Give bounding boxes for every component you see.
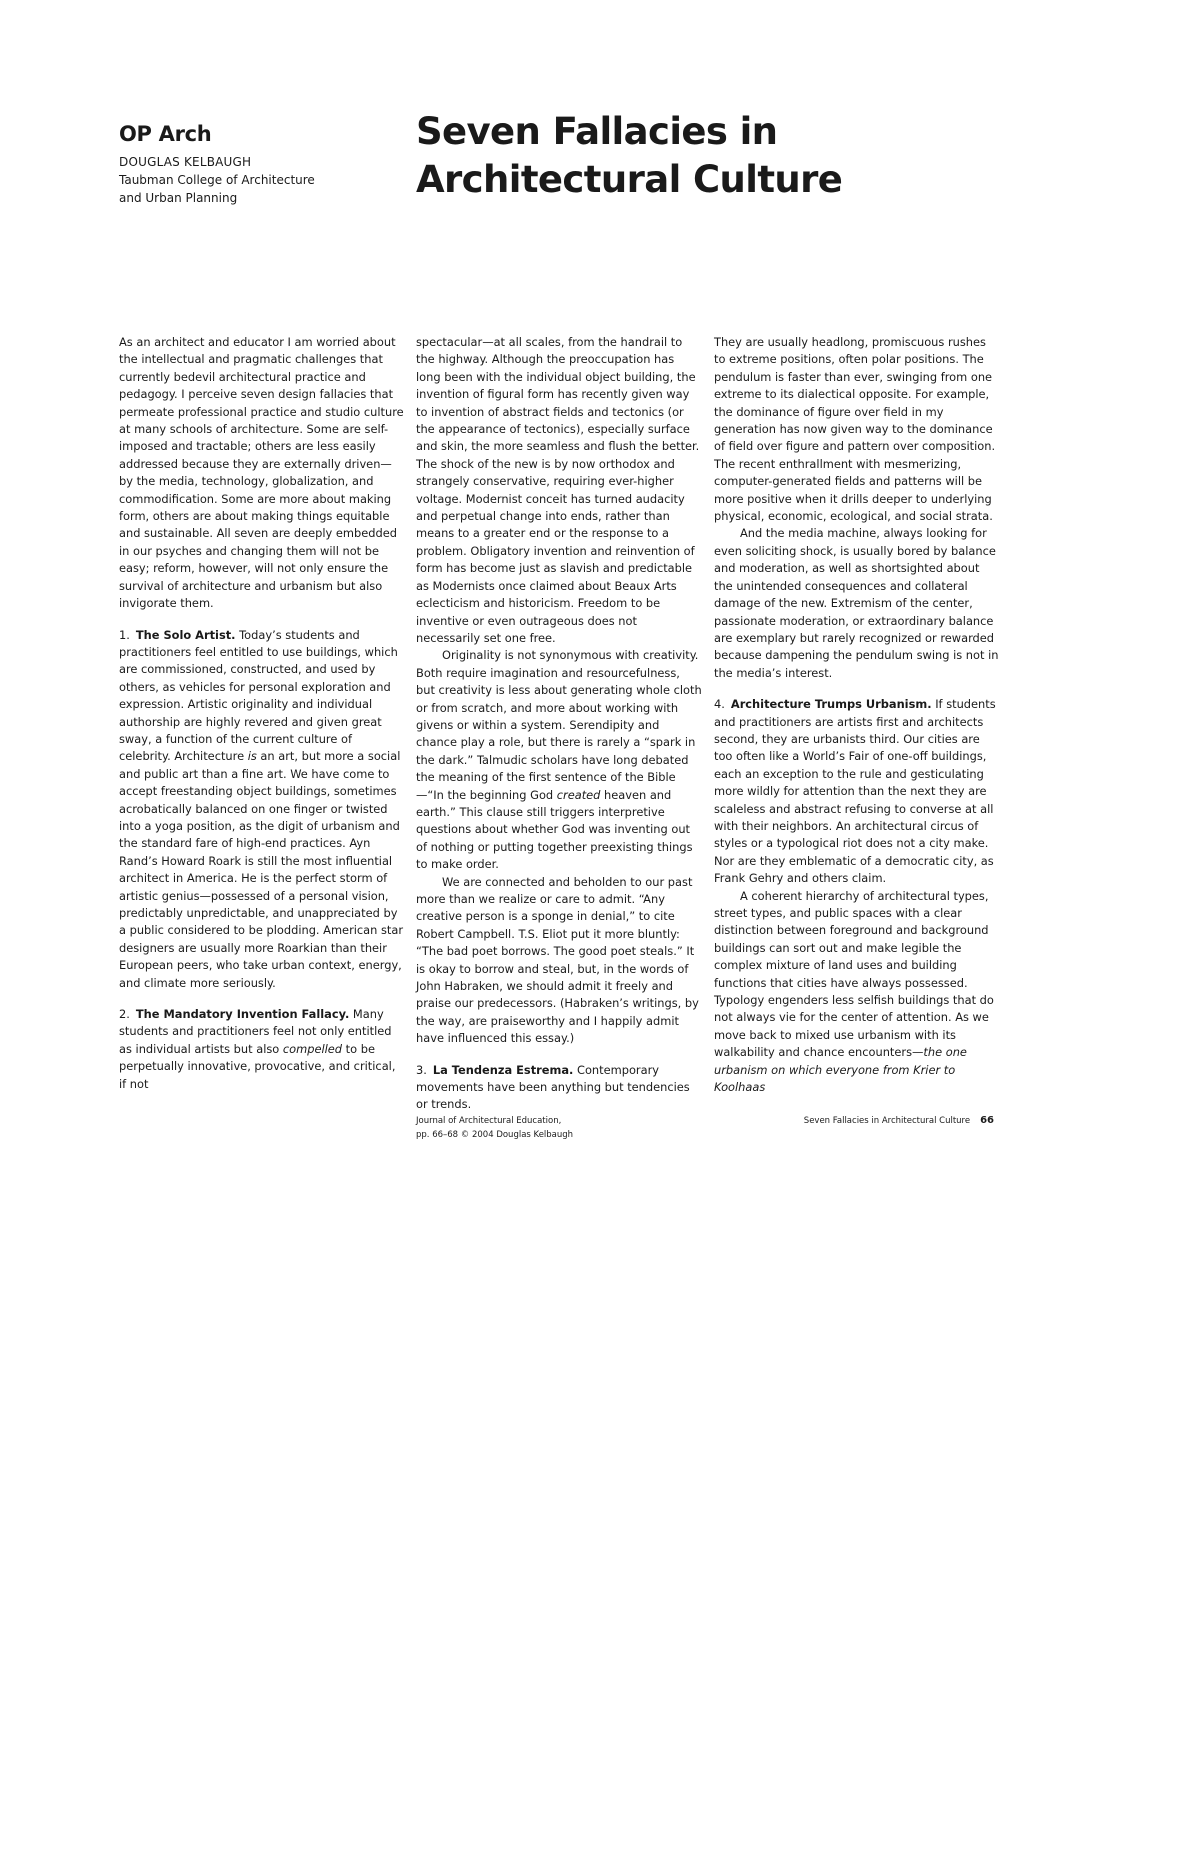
section-4-paragraph: [714, 696, 1000, 887]
paragraph: And the media machine, always looking for even soliciting shock, is usually bored by balance and moderation, as well as shortsighted about the unintended consequences and collateral damage of the new. Extremism of the center, passionate moderation, or extraordinary balance are exemplary but rarely recognized or rewarded because dampening the pendulum swing is not in the media’s interest.: [714, 526, 999, 680]
article-title: [416, 108, 936, 204]
paragraph: [714, 888, 1000, 1097]
affiliation-line-1: Taubman College of Architecture: [119, 173, 315, 187]
journal-citation: [416, 1114, 676, 1142]
paragraph: They are usually headlong, promiscuous rushes to extreme positions, often polar positions. The pendulum is faster than ever, swinging from one extreme to its dialectical opposite. For example, the dominance of figure over field in my generation has now given way to the dominance of field over figure and pattern over composition. The recent enthrallment with mesmerizing, computer-generated fields and patterns will be more positive when it drills deeper to underlying physical, economic, ecological, and social strata.: [714, 335, 996, 524]
text-column-2: [416, 334, 702, 1114]
running-footer: [700, 1114, 994, 1128]
section-heading: The Mandatory Invention Fallacy.: [135, 1007, 350, 1022]
section-label: OP Arch: [119, 122, 212, 146]
intro-paragraph: As an architect and educator I am worried about the intellectual and pragmatic challenges that currently bedevil architectural practice and pedagogy. I perceive seven design fallacies that permeate professional practice and studio culture at many schools of architecture. Some are self-imposed and tractable; others are less easily addressed because they are externally driven—by the media, technology, globalization, and commodification. Some are more about making form, others are about making things equitable and sustainable. All seven are deeply embedded in our psyches and changing them will not be easy; reform, however, will not only ensure the survival of architecture and urbanism but also invigorate them.: [119, 335, 404, 611]
emphasis-text: the one urbanism on which everyone from Krier to Koolhaas: [714, 1045, 967, 1095]
section-heading: La Tendenza Estrema.: [432, 1062, 574, 1077]
author-affiliation: [119, 171, 339, 207]
affiliation-line-2: and Urban Planning: [119, 191, 238, 205]
page-number: 66: [980, 1115, 994, 1126]
text-column-3: [714, 334, 1000, 1096]
emphasis-text: compelled: [282, 1041, 343, 1056]
paragraph-text: A coherent hierarchy of architectural types, street types, and public spaces with a clear distinction between foreground and background buildings can sort out and make legible the complex mixture of land uses and building functions that cities have always possessed. Typology engenders less selfish buildings that do not always vie for the center of attention. As we move back to mixed use urbanism with its walkability and chance encounters—: [714, 888, 994, 1060]
title-line-2: Architectural Culture: [416, 158, 843, 201]
paragraph: We are connected and beholden to our past more than we realize or care to admit. “Any creative person is a sponge in denial,” to cite Robert Campbell. T.S. Eliot put it more bluntly: “The bad poet borrows. The good poet steals.” It is okay to borrow and steal, but, in the words of John Habraken, we should admit it freely and praise our predecessors. (Habraken’s writings, by the way, are praiseworthy and I happily admit have influenced this essay.): [416, 874, 699, 1046]
section-heading: The Solo Artist.: [135, 627, 236, 642]
section-number: 3.: [416, 1062, 427, 1077]
paragraph-text: Originality is not synonymous with creativity. Both require imagination and resourcefulness, but creativity is less about generating whole cloth or from scratch, and more about working with givens or within a system. Serendipity and chance play a role, but there is rarely a “spark in the dark.” Talmudic scholars have long debated the meaning of the first sentence of the Bible—“In the beginning God: [416, 648, 702, 802]
paragraph-text: If students and practitioners are artists first and architects second, they are urbanists third. Our cities are too often like a World’s Fair of one-off buildings, each an exception to the rule and gesticulating more wildly for attention than the next they are scaleless and abstract refusing to converse at all with their neighbors. An architectural circus of styles or a typological riot does not a city make. Nor are they emblematic of a democratic city, as Frank Gehry and others claim.: [714, 697, 996, 886]
paragraph-text: to be perpetually innovative, provocative, and critical, if not: [119, 1041, 396, 1091]
text-column-1: [119, 334, 405, 1093]
paragraph-text: heaven and earth.” This clause still triggers interpretive questions about whether God was inventing out of nothing or putting together preexisting things to make order.: [416, 787, 693, 872]
running-title: Seven Fallacies in Architectural Culture: [803, 1116, 971, 1126]
author-name: DOUGLAS KELBAUGH: [119, 155, 252, 169]
section-number: 4.: [714, 697, 725, 712]
journal-name: Journal of Architectural Education,: [416, 1116, 562, 1126]
paragraph-text: Contemporary movements have been anything but tendencies or trends.: [416, 1062, 690, 1112]
paragraph: spectacular—at all scales, from the handrail to the highway. Although the preoccupation has long been with the individual object building, the invention of figural form has recently given way to invention of abstract fields and tectonics (or the appearance of tectonics), especially surface and skin, the more seamless and flush the better. The shock of the new is by now orthodox and strangely conservative, requiring ever-higher voltage. Modernist conceit has turned audacity and perpetual change into ends, rather than means to a greater end or the response to a problem. Obligatory invention and reinvention of form has become just as slavish and predictable as Modernists once claimed about Beaux Arts eclecticism and historicism. Freedom to be inventive or even outrageous does not necessarily set one free.: [416, 335, 700, 645]
section-number: 2.: [119, 1007, 130, 1022]
section-1-paragraph: [119, 627, 405, 993]
emphasis-text: is: [247, 749, 257, 764]
paragraph-text: Many students and practitioners feel not only entitled as individual artists but also: [119, 1007, 392, 1056]
section-3-paragraph: [416, 1062, 702, 1114]
citation-pages: pp. 66–68 © 2004 Douglas Kelbaugh: [416, 1130, 574, 1140]
paragraph-text: an art, but more a social and public art than a fine art. We have come to accept freestanding object buildings, sometimes acrobatically balanced on one finger or twisted into a yoga position, as the digit of urbanism and the standard fare of high-end practices. Ayn Rand’s Howard Roark is still the most influential architect in America. He is the perfect storm of artistic genius—possessed of a personal vision, predictably unpredictable, and unappreciated by a public considered to be plodding. American star designers are usually more Roarkian than their European peers, who take urban context, energy, and climate more seriously.: [119, 749, 404, 990]
paragraph: [416, 647, 702, 873]
section-heading: Architecture Trumps Urbanism.: [730, 697, 932, 712]
section-number: 1.: [119, 627, 130, 642]
emphasis-text: created: [556, 787, 601, 802]
section-2-paragraph: [119, 1006, 405, 1093]
title-line-1: Seven Fallacies in: [416, 110, 778, 153]
paragraph-text: Today’s students and practitioners feel entitled to use buildings, which are commissioned, constructed, and used by others, as vehicles for personal exploration and expression. Artistic originality and individual authorship are highly revered and given great sway, a function of the current culture of celebrity. Architecture: [119, 627, 398, 764]
